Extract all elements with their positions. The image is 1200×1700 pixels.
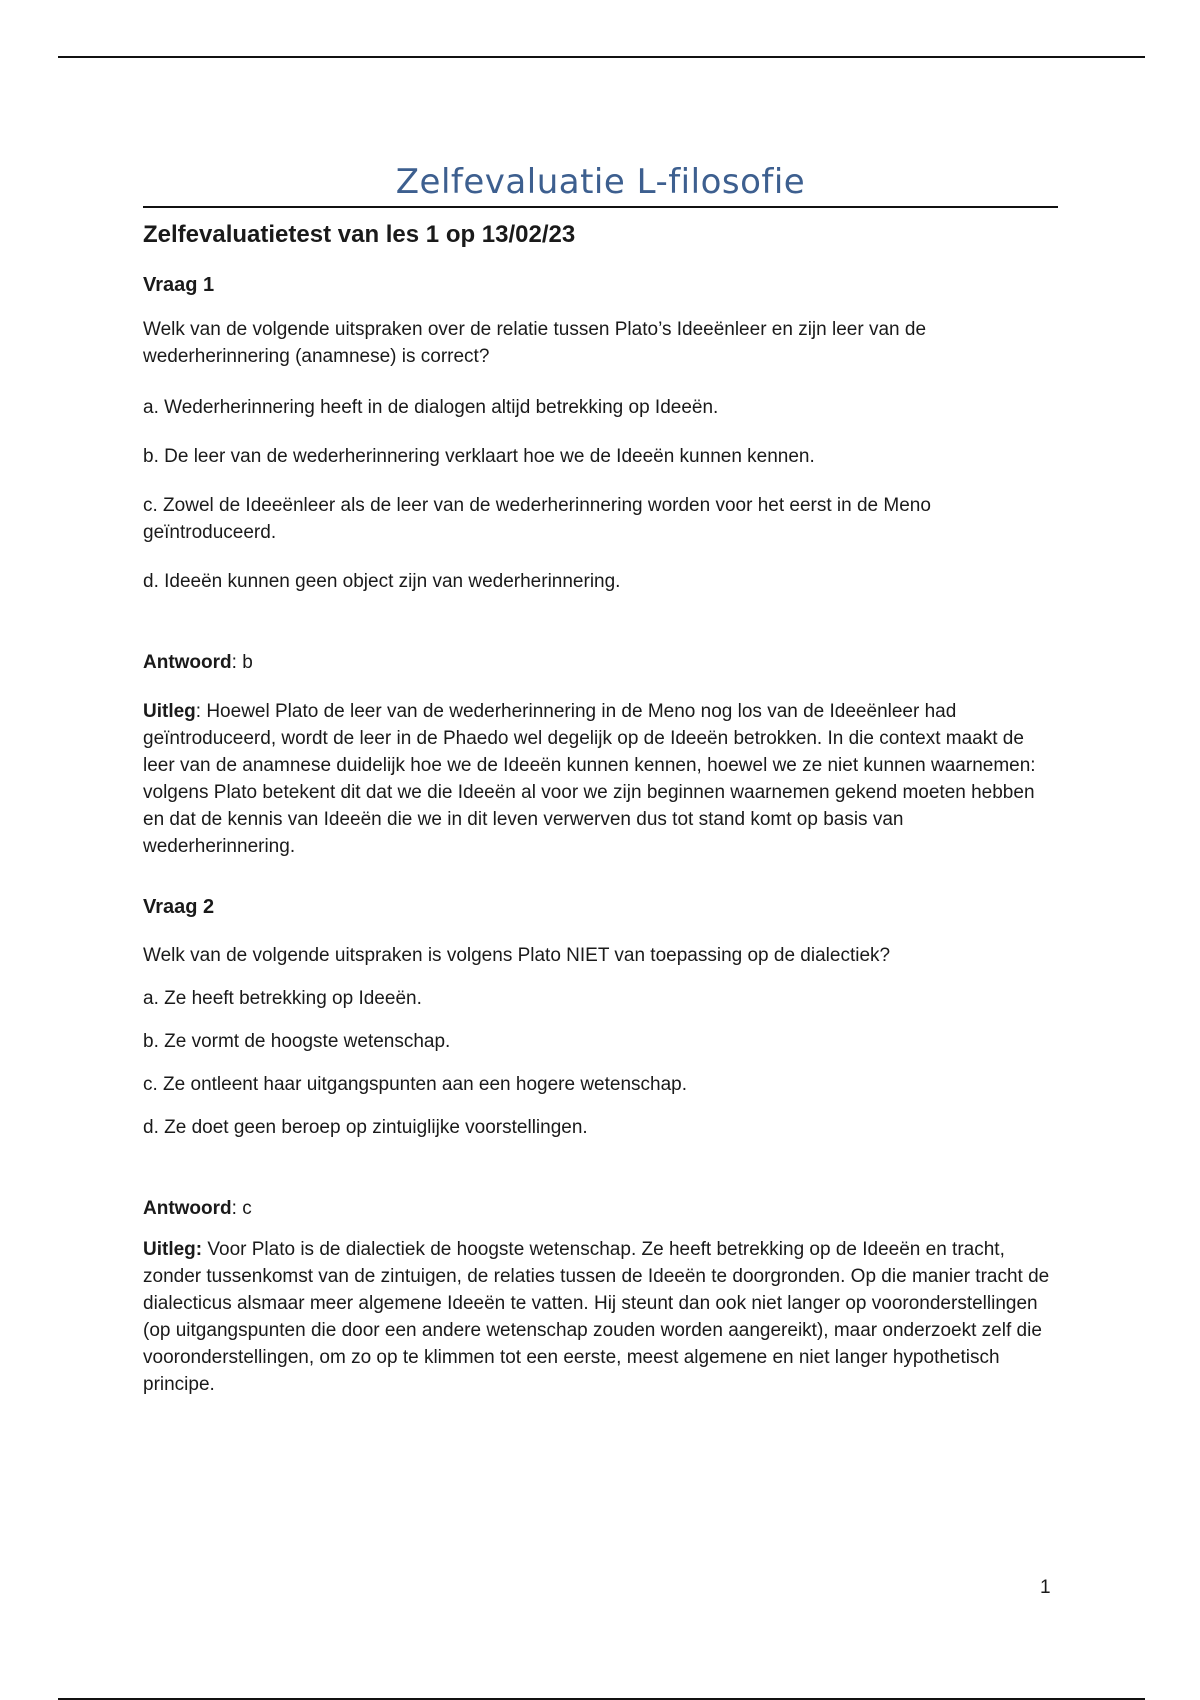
question-text: Welk van de volgende uitspraken is volgens Plato NIET van toepassing op de dialectiek? — [143, 945, 891, 966]
explanation — [143, 1236, 1058, 1398]
question-heading: Vraag 1 — [143, 274, 215, 296]
answer-value: : c — [231, 1198, 252, 1219]
explanation-label: Uitleg — [143, 701, 196, 722]
option-d: d. Ze doet geen beroep op zintuiglijke voorstellingen. — [143, 1117, 588, 1138]
document-body — [143, 160, 1058, 1398]
option-a: a. Wederherinnering heeft in de dialogen altijd betrekking op Ideeën. — [143, 397, 719, 418]
option-c: c. Zowel de Ideeënleer als de leer van de wederherinnering worden voor het eerst in de Meno geïntroduceerd. — [143, 495, 931, 543]
option-b: b. De leer van de wederherinnering verklaart hoe we de Ideeën kunnen kennen. — [143, 446, 815, 467]
option-b: b. Ze vormt de hoogste wetenschap. — [143, 1031, 451, 1052]
answer-value: : b — [231, 652, 253, 673]
option-d: d. Ideeën kunnen geen object zijn van wederherinnering. — [143, 571, 621, 592]
explanation-text: Voor Plato is de dialectiek de hoogste wetenschap. Ze heeft betrekking op de Ideeën en tracht, zonder tussenkomst van de zintuigen, de relaties tussen de Ideeën te doorgronden. Op die manier tracht de dialecticus alsmaar meer algemene Ideeën te vatten. Hij steunt dan ook niet langer op vooronderstellingen (op uitgangspunten die door een andere wetenschap zouden worden aangereikt), maar onderzoekt zelf die vooronderstellingen, om zo op te klimmen tot een eerste, meest algemene en niet langer hypothetisch principe. — [143, 1239, 1050, 1395]
question-1 — [143, 272, 1058, 860]
answer-label: Antwoord — [143, 1198, 232, 1219]
question-2 — [143, 894, 1058, 1398]
option-c: c. Ze ontleent haar uitgangspunten aan een hogere wetenschap. — [143, 1074, 688, 1095]
document-title: Zelfevaluatie L-filosofie — [143, 160, 1058, 208]
explanation-text: : Hoewel Plato de leer van de wederherinnering in de Meno nog los van de Ideeënleer had geïntroduceerd, wordt de leer in de Phaedo wel degelijk op de Ideeën betrokken. In die context maakt de leer van de anamnese duidelijk hoe we de Ideeën kunnen kennen, hoewel we ze niet kunnen waarnemen: volgens Plato betekent dit dat we die Ideeën al voor we zijn beginnen waarnemen gekend moeten hebben en dat de kennis van Ideeën die we in dit leven verwerven dus tot stand komt op basis van wederherinnering. — [143, 701, 1036, 857]
option-a: a. Ze heeft betrekking op Ideeën. — [143, 988, 422, 1009]
answer-line — [143, 1195, 1058, 1222]
explanation — [143, 698, 1058, 860]
answer-line — [143, 649, 1058, 676]
top-rule — [58, 56, 1145, 58]
document-subtitle: Zelfevaluatietest van les 1 op 13/02/23 — [143, 221, 576, 248]
explanation-label: Uitleg: — [143, 1239, 203, 1260]
question-text: Welk van de volgende uitspraken over de relatie tussen Plato’s Ideeënleer en zijn leer van de wederherinnering (anamnese) is correct? — [143, 319, 927, 367]
page-number: 1 — [1040, 1577, 1051, 1598]
question-heading: Vraag 2 — [143, 896, 215, 918]
answer-label: Antwoord — [143, 652, 232, 673]
